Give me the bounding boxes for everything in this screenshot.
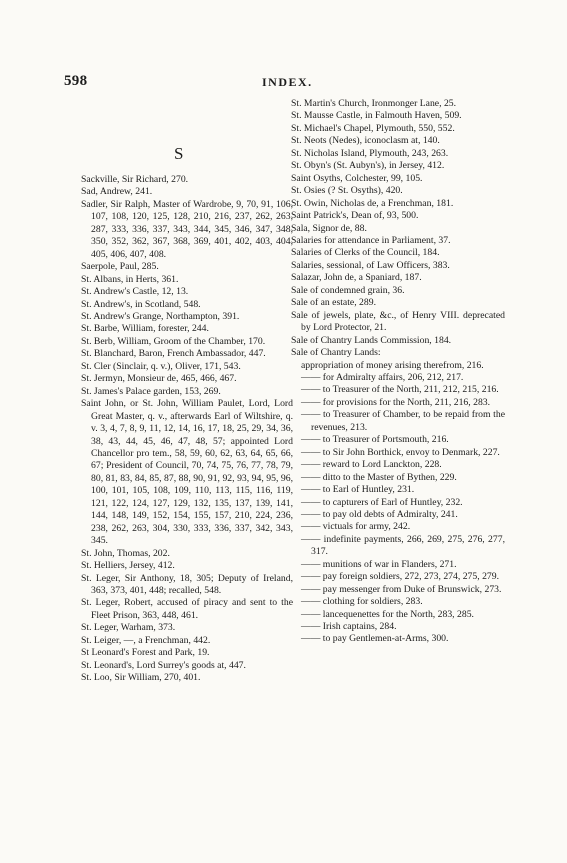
index-entry: St. John, Thomas, 202.: [81, 547, 170, 559]
index-entry: St. Mausse Castle, in Falmouth Haven, 509.: [291, 110, 462, 122]
index-entry: Saint John, or St. John, William Paulet, Lord, Lord Great Master, q. v., afterwards Earl of Wiltshire, q. v. 3, 4, 7, 8, 9, 11, 12, 14, 16, 17, 18, 25, 29, 34, 36, 38, 43, 44, 45, 46, 47, 48, 57; appointed Lord Chancellor pro tem., 58, 59, 60, 62, 63, 64, 65, 66, 67; President of Council, 70, 74, 75, 76, 77, 78, 79, 80, 81, 83, 84, 85, 87, 88, 90, 91, 92, 93, 94, 95, 96, 100, 101, 105, 108, 109, 110, 113, 115, 116, 119, 121, 122, 124, 127, 129, 132, 135, 137, 139, 141, 144, 148, 149, 152, 154, 155, 157, 210, 224, 236, 238, 262, 263, 304, 330, 333, 336, 337, 342, 343, 345.: [81, 398, 293, 547]
index-subentry: —— to Earl of Huntley, 231.: [301, 484, 415, 496]
index-subentry: appropriation of money arising therefrom, 216.: [301, 359, 484, 371]
running-head: INDEX.: [262, 75, 313, 89]
index-entry: St. Owin, Nicholas de, a Frenchman, 181.: [291, 197, 454, 209]
index-entry: St. Leger, Robert, accused of piracy and sent to the Fleet Prison, 363, 448, 461.: [81, 597, 293, 621]
index-subentry: —— for Admiralty affairs, 206, 212, 217.: [301, 371, 464, 383]
index-entry: St. Cler (Sinclair, q. v.), Oliver, 171, 543.: [81, 360, 241, 372]
index-entry: Salaries for attendance in Parliament, 37.: [291, 234, 451, 246]
index-entry: St. Jermyn, Monsieur de, 465, 466, 467.: [81, 373, 237, 385]
index-entry: Salaries, sessional, of Law Officers, 383.: [291, 259, 450, 271]
index-entry: Sale of Chantry Lands Commission, 184.: [291, 334, 452, 346]
index-entry: St. Obyn's (St. Aubyn's), in Jersey, 412.: [291, 160, 445, 172]
index-entry: Sale of jewels, plate, &c., of Henry VIII. deprecated by Lord Protector, 21.: [291, 309, 505, 334]
index-entry: Sad, Andrew, 241.: [81, 186, 153, 198]
index-entry: Sala, Signor de, 88.: [291, 222, 367, 234]
index-entry: St. Barbe, William, forester, 244.: [81, 323, 209, 335]
index-entry: St. Helliers, Jersey, 412.: [81, 560, 175, 572]
index-subentry: —— indefinite payments, 266, 269, 275, 276, 277, 317.: [301, 533, 505, 558]
index-entry: Sackville, Sir Richard, 270.: [81, 174, 189, 185]
index-entry: St. Andrew's Grange, Northampton, 391.: [81, 310, 240, 322]
index-entry: St. Loo, Sir William, 270, 401.: [81, 672, 201, 684]
index-entry: St. James's Palace garden, 153, 269.: [81, 385, 221, 397]
index-entry: St. Osies (? St. Osyths), 420.: [291, 185, 403, 197]
index-subentry: —— to Treasurer of Chamber, to be repaid from the revenues, 213.: [301, 409, 505, 433]
index-entry: Salaries of Clerks of the Council, 184.: [291, 247, 440, 259]
index-entry: St. Leger, Sir Anthony, 18, 305; Deputy of Ireland, 363, 373, 401, 448; recalled, 548.: [81, 572, 293, 596]
index-entry: Sale of Chantry Lands:: [291, 347, 381, 359]
index-subentry: —— lancequenettes for the North, 283, 285.: [301, 608, 474, 620]
index-subentry: —— for provisions for the North, 211, 216, 283.: [301, 396, 491, 408]
right-index-column: [291, 98, 505, 646]
index-subentry: —— ditto to the Master of Bythen, 229.: [301, 471, 457, 483]
index-entry: St. Nicholas Island, Plymouth, 243, 263.: [291, 147, 449, 159]
index-subentry: —— reward to Lord Lanckton, 228.: [301, 459, 442, 471]
index-subentry: —— to pay old debts of Admiralty, 241.: [301, 508, 458, 520]
index-entry: St. Neots (Nedes), iconoclasm at, 140.: [291, 135, 440, 147]
page-number: 598: [64, 73, 88, 89]
left-index-column: [81, 174, 293, 685]
index-subentry: —— clothing for soldiers, 283.: [301, 596, 423, 608]
index-entry: St. Leger, Warham, 373.: [81, 622, 176, 634]
index-entry: Saint Osyths, Colchester, 99, 105.: [291, 172, 423, 184]
index-subentry: —— pay foreign soldiers, 272, 273, 274, 275, 279.: [301, 571, 500, 583]
index-entry: Saint Patrick's, Dean of, 93, 500.: [291, 210, 419, 222]
index-entry: St. Blanchard, Baron, French Ambassador, 447.: [81, 348, 266, 360]
index-entry: Sale of condemned grain, 36.: [291, 284, 405, 296]
index-subentry: —— to Sir John Borthick, envoy to Denmark, 227.: [301, 446, 500, 458]
index-subentry: —— to pay Gentlemen-at-Arms, 300.: [301, 633, 449, 645]
index-entry: St. Martin's Church, Ironmonger Lane, 25.: [291, 98, 457, 109]
index-entry: Sadler, Sir Ralph, Master of Wardrobe, 9, 70, 91, 106, 107, 108, 120, 125, 128, 210, 216, 237, 262, 263, 287, 333, 336, 337, 343, 344, 345, 346, 347, 348, 350, 352, 362, 367, 368, 369, 401, 402, 403, 404, 405, 406, 407, 408.: [81, 198, 293, 260]
index-entry: Saerpole, Paul, 285.: [81, 261, 159, 273]
index-subentry: —— pay messenger from Duke of Brunswick, 273.: [301, 583, 502, 595]
index-entry: St. Andrew's, in Scotland, 548.: [81, 298, 201, 310]
index-subentry: —— to Treasurer of Portsmouth, 216.: [301, 434, 449, 446]
index-subentry: —— victuals for army, 242.: [301, 521, 411, 533]
section-letter: S: [174, 144, 185, 163]
index-entry: St. Andrew's Castle, 12, 13.: [81, 286, 189, 298]
index-entry: Salazar, John de, a Spaniard, 187.: [291, 272, 422, 284]
index-entry: St. Michael's Chapel, Plymouth, 550, 552.: [291, 122, 455, 134]
index-entry: St. Leiger, —, a Frenchman, 442.: [81, 634, 211, 646]
index-entry: St. Leonard's, Lord Surrey's goods at, 447.: [81, 659, 246, 671]
index-entry: Sale of an estate, 289.: [291, 297, 377, 309]
index-subentry: —— to Treasurer of the North, 211, 212, 215, 216.: [301, 384, 499, 396]
index-entry: St Leonard's Forest and Park, 19.: [81, 647, 210, 659]
index-entry: St. Berb, William, Groom of the Chamber, 170.: [81, 335, 266, 347]
index-subentry: —— munitions of war in Flanders, 271.: [301, 558, 457, 570]
index-subentry: —— to capturers of Earl of Huntley, 232.: [301, 496, 463, 508]
index-entry: St. Albans, in Herts, 361.: [81, 273, 179, 285]
index-subentry: —— Irish captains, 284.: [301, 621, 397, 633]
